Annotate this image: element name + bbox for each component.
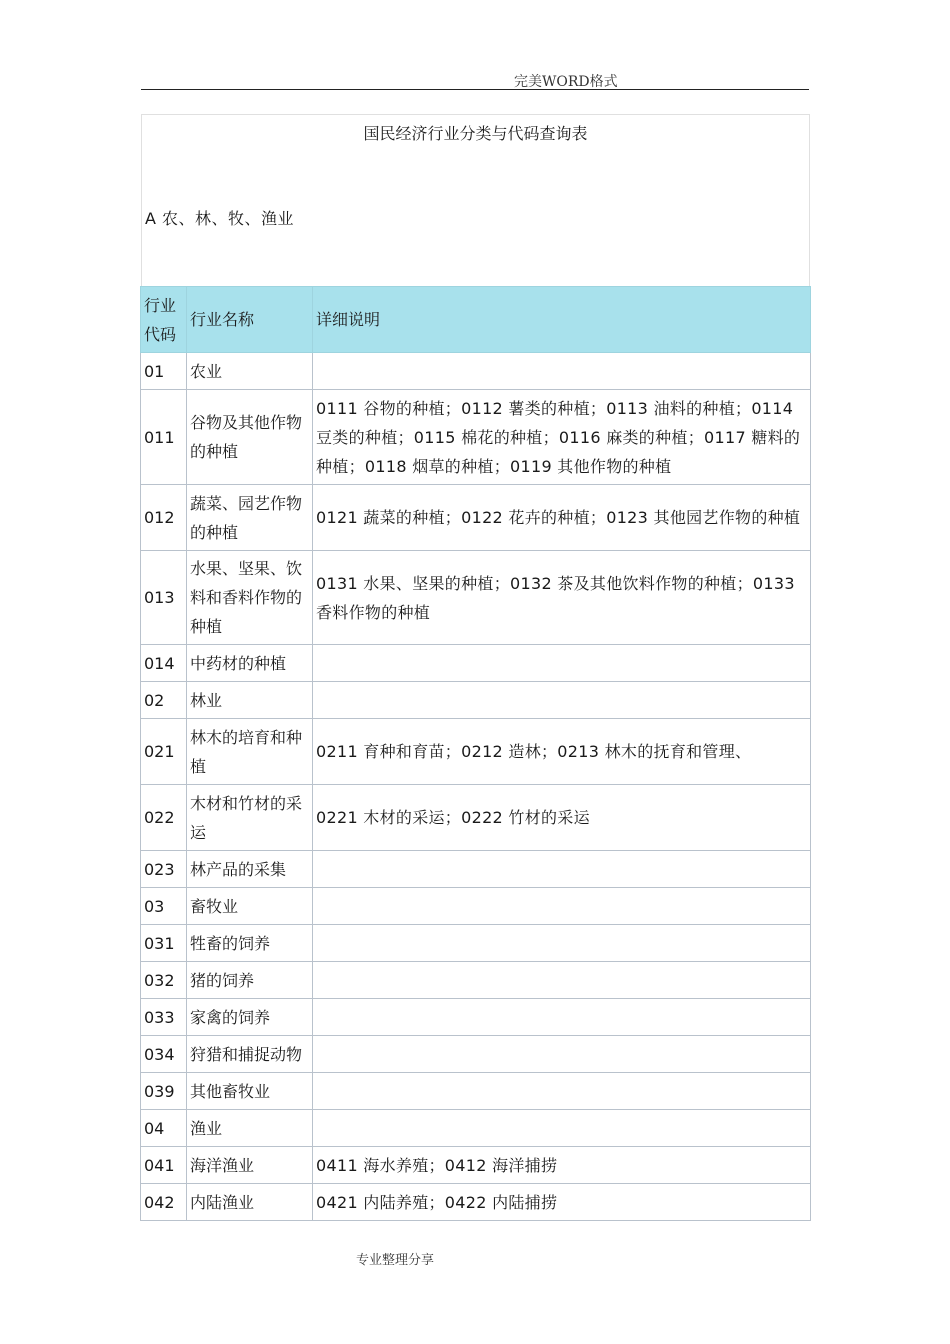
desc-cell	[313, 962, 811, 999]
page-footer: 专业整理分享	[355, 1253, 434, 1268]
table-row	[141, 1036, 811, 1073]
code-cell: 021	[141, 719, 187, 785]
table-header-row	[141, 287, 811, 353]
table-row	[141, 851, 811, 888]
desc-cell	[313, 888, 811, 925]
code-cell: 042	[141, 1184, 187, 1221]
name-cell: 畜牧业	[187, 888, 313, 925]
page-header	[141, 70, 809, 90]
table-row	[141, 390, 811, 485]
table-row	[141, 999, 811, 1036]
name-cell: 海洋渔业	[187, 1147, 313, 1184]
name-cell: 林业	[187, 682, 313, 719]
header-name: 行业名称	[187, 287, 313, 353]
name-cell: 木材和竹材的采运	[187, 785, 313, 851]
name-cell: 猪的饲养	[187, 962, 313, 999]
table-row	[141, 1073, 811, 1110]
name-cell: 林木的培育和种植	[187, 719, 313, 785]
table-row	[141, 353, 811, 390]
desc-cell	[313, 353, 811, 390]
name-cell: 农业	[187, 353, 313, 390]
desc-cell	[313, 1036, 811, 1073]
code-cell: 012	[141, 485, 187, 551]
table-row	[141, 485, 811, 551]
table-row	[141, 551, 811, 645]
code-cell: 032	[141, 962, 187, 999]
code-cell: 04	[141, 1110, 187, 1147]
header-desc: 详细说明	[313, 287, 811, 353]
name-cell: 林产品的采集	[187, 851, 313, 888]
desc-cell	[313, 1110, 811, 1147]
code-cell: 033	[141, 999, 187, 1036]
desc-cell: 0421 内陆养殖；0422 内陆捕捞	[313, 1184, 811, 1221]
code-cell: 022	[141, 785, 187, 851]
name-cell: 渔业	[187, 1110, 313, 1147]
desc-cell: 0221 木材的采运；0222 竹材的采运	[313, 785, 811, 851]
table-row	[141, 888, 811, 925]
table-row	[141, 925, 811, 962]
desc-cell	[313, 645, 811, 682]
table-row	[141, 962, 811, 999]
table-row	[141, 1147, 811, 1184]
table-row	[141, 682, 811, 719]
name-cell: 中药材的种植	[187, 645, 313, 682]
name-cell: 内陆渔业	[187, 1184, 313, 1221]
code-cell: 013	[141, 551, 187, 645]
desc-cell	[313, 682, 811, 719]
table-row	[141, 785, 811, 851]
name-cell: 狩猎和捕捉动物	[187, 1036, 313, 1073]
name-cell: 谷物及其他作物的种植	[187, 390, 313, 485]
code-cell: 034	[141, 1036, 187, 1073]
code-cell: 01	[141, 353, 187, 390]
name-cell: 其他畜牧业	[187, 1073, 313, 1110]
document-title: 国民经济行业分类与代码查询表	[363, 124, 588, 143]
desc-cell: 0211 育种和育苗；0212 造林；0213 林木的抚育和管理、	[313, 719, 811, 785]
code-cell: 03	[141, 888, 187, 925]
industry-code-table	[140, 286, 811, 1221]
desc-cell: 0131 水果、坚果的种植；0132 茶及其他饮料作物的种植；0133 香料作物的种植	[313, 551, 811, 645]
header-code: 行业代码	[141, 287, 187, 353]
code-cell: 041	[141, 1147, 187, 1184]
section-title: A 农、林、牧、渔业	[145, 209, 295, 228]
desc-cell	[313, 925, 811, 962]
name-cell: 牲畜的饲养	[187, 925, 313, 962]
desc-cell: 0411 海水养殖；0412 海洋捕捞	[313, 1147, 811, 1184]
title-block	[141, 114, 810, 287]
code-cell: 023	[141, 851, 187, 888]
name-cell: 蔬菜、园艺作物的种植	[187, 485, 313, 551]
desc-cell	[313, 1073, 811, 1110]
table-row	[141, 1184, 811, 1221]
desc-cell	[313, 999, 811, 1036]
desc-cell	[313, 851, 811, 888]
table-row	[141, 645, 811, 682]
name-cell: 水果、坚果、饮料和香料作物的种植	[187, 551, 313, 645]
table-row	[141, 1110, 811, 1147]
code-cell: 014	[141, 645, 187, 682]
code-cell: 039	[141, 1073, 187, 1110]
code-cell: 02	[141, 682, 187, 719]
code-cell: 031	[141, 925, 187, 962]
header-text: 完美WORD格式	[514, 74, 618, 90]
desc-cell: 0111 谷物的种植；0112 薯类的种植；0113 油料的种植；0114 豆类的种植；0115 棉花的种植；0116 麻类的种植；0117 糖料的种植；0118 烟草的种植；0119 其他作物的种植	[313, 390, 811, 485]
name-cell: 家禽的饲养	[187, 999, 313, 1036]
code-cell: 011	[141, 390, 187, 485]
table-row	[141, 719, 811, 785]
desc-cell: 0121 蔬菜的种植；0122 花卉的种植；0123 其他园艺作物的种植	[313, 485, 811, 551]
